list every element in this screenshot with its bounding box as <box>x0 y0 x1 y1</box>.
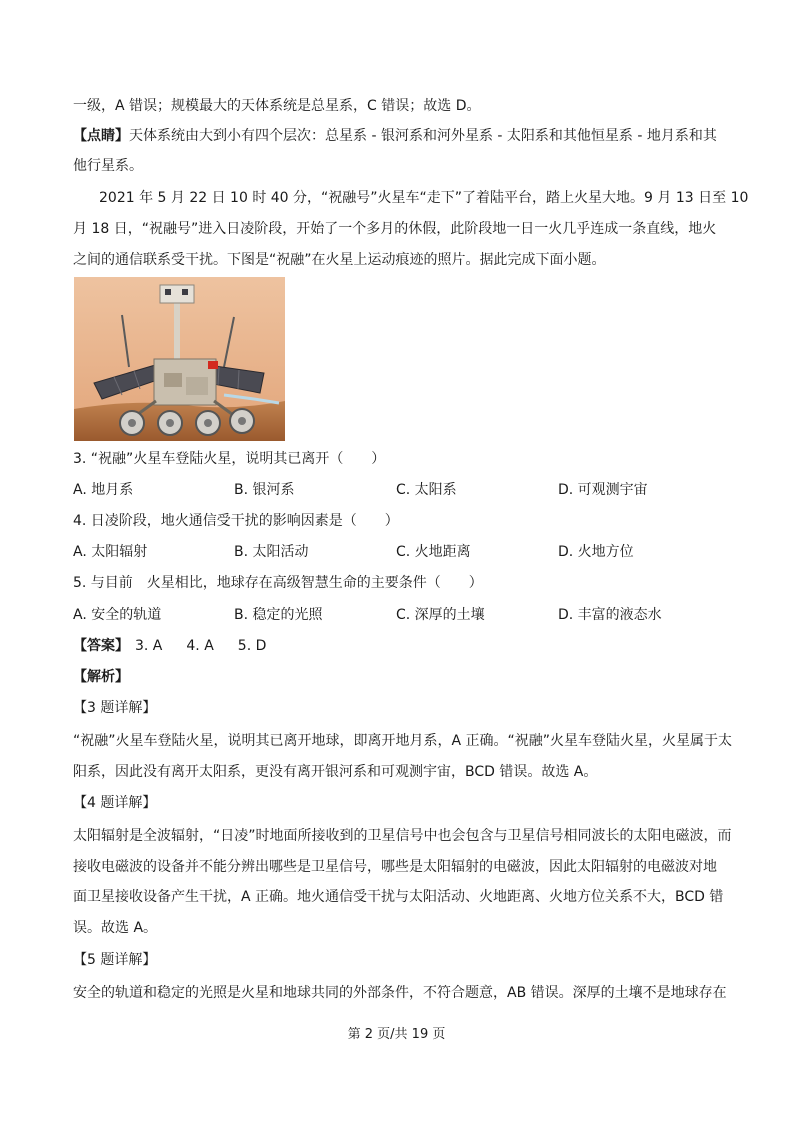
option-d[interactable]: D. 火地方位 <box>558 544 634 560</box>
rover-photo <box>74 277 285 441</box>
option-d[interactable]: D. 丰富的液态水 <box>558 607 662 623</box>
analysis-tag: 【解析】 <box>73 669 129 685</box>
question-options-4 <box>73 542 733 562</box>
option-d[interactable]: D. 可观测宇宙 <box>558 482 648 498</box>
remark-tag: 【点睛】 <box>73 128 129 144</box>
option-c[interactable]: C. 火地距离 <box>396 544 471 560</box>
option-b[interactable]: B. 稳定的光照 <box>234 607 323 623</box>
q5-detail-heading: 【5 题详解】 <box>73 952 157 968</box>
q3-detail-line: “祝融”火星车登陆火星，说明其已离开地球，即离开地月系，A 正确。“祝融”火星车登陆火星，火星属于太 <box>73 733 733 749</box>
answer-item: 4. A <box>186 638 214 654</box>
rover-illustration <box>74 277 285 441</box>
q4-detail-line: 接收电磁波的设备并不能分辨出哪些是卫星信号，哪些是太阳辐射的电磁波，因此太阳辐射的电磁波对地 <box>73 859 717 875</box>
option-a[interactable]: A. 地月系 <box>73 482 134 498</box>
remark-line <box>73 126 717 146</box>
q3-detail-heading: 【3 题详解】 <box>73 700 157 716</box>
material-line: 月 18 日，“祝融号”进入日凌阶段，开始了一个多月的休假，此阶段地一日一火几乎连成一条直线，地火 <box>73 221 717 237</box>
question-options-5 <box>73 605 733 625</box>
q4-detail-line: 误。故选 A。 <box>73 920 158 936</box>
option-b[interactable]: B. 银河系 <box>234 482 295 498</box>
question-options-3 <box>73 480 733 500</box>
option-c[interactable]: C. 太阳系 <box>396 482 457 498</box>
option-b[interactable]: B. 太阳活动 <box>234 544 309 560</box>
answer-tag: 【答案】 <box>73 638 129 654</box>
material-line: 2021 年 5 月 22 日 10 时 40 分，“祝融号”火星车“走下”了着陆平台，踏上火星大地。9 月 13 日至 10 <box>99 190 749 206</box>
question-stem-5: 5. 与目前 火星相比，地球存在高级智慧生命的主要条件（ ） <box>73 575 483 591</box>
q4-detail-line: 太阳辐射是全波辐射，“日凌”时地面所接收到的卫星信号中也会包含与卫星信号相同波长的太阳电磁波，而 <box>73 828 732 844</box>
q5-detail-line: 安全的轨道和稳定的光照是火星和地球共同的外部条件，不符合题意，AB 错误。深厚的土壤不是地球存在 <box>73 985 727 1001</box>
question-stem-4: 4. 日凌阶段，地火通信受干扰的影响因素是（ ） <box>73 513 399 529</box>
q4-detail-heading: 【4 题详解】 <box>73 795 157 811</box>
page-number: 第 2 页/共 19 页 <box>347 1027 446 1042</box>
question-stem-3: 3. “祝融”火星车登陆火星，说明其已离开（ ） <box>73 451 386 467</box>
text-line: 一级，A 错误；规模最大的天体系统是总星系，C 错误；故选 D。 <box>73 98 481 114</box>
answer-item: 5. D <box>237 638 267 654</box>
option-a[interactable]: A. 太阳辐射 <box>73 544 148 560</box>
q4-detail-line: 面卫星接收设备产生干扰，A 正确。地火通信受干扰与太阳活动、火地距离、火地方位关系不大，BCD 错 <box>73 889 724 905</box>
remark-text: 天体系统由大到小有四个层次：总星系 - 银河系和河外星系 - 太阳系和其他恒星系 - 地月系和其 <box>129 128 717 144</box>
q3-detail-line: 阳系，因此没有离开太阳系，更没有离开银河系和可观测宇宙，BCD 错误。故选 A。 <box>73 764 598 780</box>
option-a[interactable]: A. 安全的轨道 <box>73 607 162 623</box>
text-line: 他行星系。 <box>73 158 143 174</box>
answer-line <box>73 636 290 656</box>
answer-item: 3. A <box>135 638 163 654</box>
option-c[interactable]: C. 深厚的土壤 <box>396 607 485 623</box>
material-line: 之间的通信联系受干扰。下图是“祝融”在火星上运动痕迹的照片。据此完成下面小题。 <box>73 252 606 268</box>
